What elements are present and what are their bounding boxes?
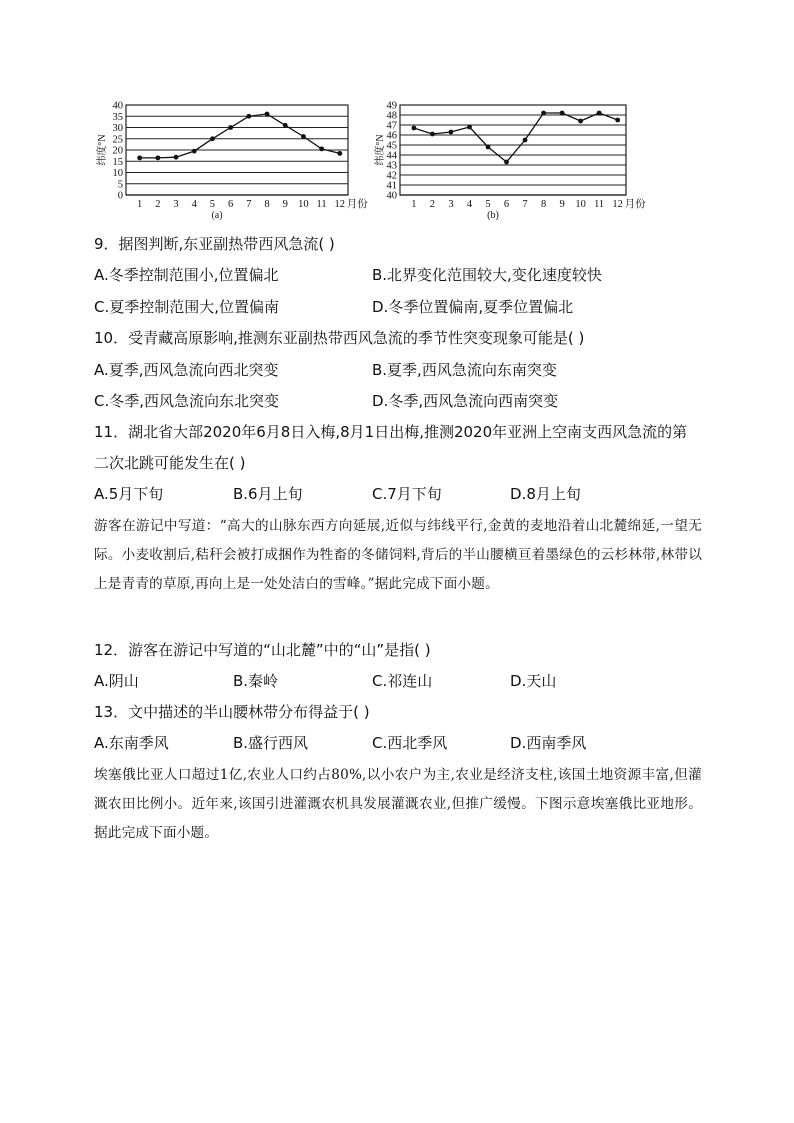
chart-b-xtick-label: 3	[448, 199, 454, 210]
chart-a-data-point	[337, 151, 342, 156]
chart-a-ytick-label: 30	[112, 123, 123, 134]
chart-a-data-point	[228, 125, 233, 130]
chart-a-xtick-label: 2	[155, 199, 161, 210]
chart-a-svg	[97, 96, 368, 224]
chart-b-ytick-label: 42	[386, 170, 397, 182]
chart-a-xunit-label: 月份	[346, 199, 368, 210]
chart-b-data-point	[449, 130, 454, 135]
chart-b-ytick-label: 41	[386, 180, 397, 192]
chart-b-ytick-label: 48	[386, 110, 397, 122]
chart-b-xtick-label: 10	[575, 199, 586, 210]
chart-b-xtick-label: 5	[485, 199, 491, 210]
chart-a-data-point	[174, 155, 179, 160]
q13-option-a: A.东南季风	[94, 734, 169, 752]
chart-a-data-point	[210, 136, 215, 141]
chart-a-ytick-label: 5	[117, 179, 123, 191]
chart-b-xtick-label: 2	[429, 199, 436, 210]
q12-option-c: C.祁连山	[372, 672, 433, 690]
chart-a-ytick-label: 25	[112, 134, 123, 146]
q11-option-d: D.8月上旬	[510, 485, 581, 503]
chart-b-data-point	[578, 119, 583, 124]
q11-stem-line2: 二次北跳可能发生在( )	[94, 454, 246, 472]
q10-option-a: A.夏季,西风急流向西北突变	[94, 361, 279, 379]
chart-b-data-point	[615, 118, 620, 123]
chart-a-xtick-label: 1	[137, 199, 143, 210]
chart-b-data-point	[504, 160, 509, 165]
chart-b-data-point	[597, 111, 602, 116]
chart-a-ylabel: 纬度°N	[97, 134, 108, 166]
chart-b-data-point	[560, 111, 565, 116]
chart-a-data-point	[283, 123, 288, 128]
chart-b-ytick-label: 43	[386, 160, 397, 172]
q11-option-a: A.5月下旬	[94, 485, 164, 503]
chart-b-xtick-label: 9	[559, 199, 565, 210]
chart-a-xtick-label: 8	[264, 199, 270, 210]
chart-b-ytick-label: 45	[386, 140, 397, 152]
chart-a-xtick-label: 5	[209, 199, 216, 210]
chart-a-data-point	[137, 155, 142, 160]
chart-a-ytick-label: 0	[117, 190, 123, 202]
chart-a-xtick-label: 9	[282, 199, 288, 210]
q13-option-d: D.西南季风	[510, 734, 587, 752]
chart-a-data-point	[319, 146, 324, 151]
chart-b-xtick-label: 1	[411, 199, 417, 210]
q9-option-c: C.夏季控制范围大,位置偏南	[94, 298, 280, 316]
passage-travel-notes: 游客在游记中写道：“高大的山脉东西方向延展,近似与纬线平行,金黄的麦地沿着山北麓绵延,一望无际。小麦收割后,秸秆会被打成捆作为牲畜的冬储饲料,背后的半山腰横亘着墨绿色的云杉林带,林带以上是青青的草原,再向上是一处处洁白的雪峰。”据此完成下面小题。	[94, 518, 702, 592]
chart-b-data-point	[430, 132, 435, 137]
chart-a-xtick-label: 6	[228, 199, 234, 210]
chart-a-data-point	[246, 114, 251, 119]
chart-b-ytick-label: 49	[386, 100, 397, 112]
chart-a-xtick-label: 4	[191, 199, 197, 210]
chart-a-series-line	[140, 114, 340, 158]
latitude-chart-b	[376, 96, 652, 228]
chart-b-ytick-label: 46	[386, 130, 397, 142]
q9-option-a: A.冬季控制范围小,位置偏北	[94, 266, 279, 284]
chart-b-data-point	[486, 145, 491, 150]
chart-b-xtick-label: 6	[503, 199, 510, 210]
chart-b-xtick-label: 11	[594, 199, 605, 210]
chart-a-data-point	[301, 134, 306, 139]
chart-b-data-point	[411, 126, 416, 131]
chart-b-frame	[400, 105, 626, 195]
passage-ethiopia: 埃塞俄比亚人口超过1亿,农业人口约占80%,以小农户为主,农业是经济支柱,该国土地资源丰富,但灌溉农田比例小。近年来,该国引进灌溉农机具发展灌溉农业,但推广缓慢。下图示意埃塞俄比亚地形。据此完成下面小题。	[94, 767, 702, 841]
chart-a-xtick-label: 10	[298, 199, 309, 210]
q12-option-b: B.秦岭	[233, 672, 279, 690]
q12-option-d: D.天山	[510, 672, 557, 690]
q11-option-b: B.6月上旬	[233, 485, 303, 503]
chart-a-panel-label: (a)	[211, 210, 223, 221]
chart-b-ytick-label: 47	[386, 120, 397, 132]
chart-a-ytick-label: 10	[112, 168, 123, 179]
chart-a-data-point	[155, 155, 160, 160]
chart-b-ytick-label: 40	[386, 190, 397, 202]
q13-option-c: C.西北季风	[372, 734, 448, 752]
q12-option-a: A.阴山	[94, 672, 139, 690]
q9-stem: 9．据图判断,东亚副热带西风急流( )	[94, 235, 335, 253]
chart-a-ytick-label: 40	[112, 100, 123, 112]
q11-stem-line1: 11．湖北省大部2020年6月8日入梅,8月1日出梅,推测2020年亚洲上空南支西风急流的第	[94, 423, 688, 441]
q10-option-c: C.冬季,西风急流向东北突变	[94, 392, 280, 410]
q9-option-d: D.冬季位置偏南,夏季位置偏北	[372, 298, 574, 316]
chart-b-xtick-label: 7	[522, 199, 528, 210]
chart-b-data-point	[541, 111, 546, 116]
chart-b-data-point	[523, 138, 528, 143]
q11-option-c: C.7月下旬	[372, 485, 442, 503]
chart-b-xunit-label: 月份	[624, 199, 646, 210]
chart-a-ytick-label: 35	[112, 111, 123, 123]
chart-a-ytick-label: 15	[112, 156, 123, 168]
chart-a-data-point	[265, 112, 270, 117]
chart-a-ytick-label: 20	[112, 145, 123, 157]
q13-option-b: B.盛行西风	[233, 734, 309, 752]
chart-a-xtick-label: 7	[246, 199, 252, 210]
chart-a-xtick-label: 12	[334, 199, 346, 210]
chart-a-data-point	[192, 149, 197, 154]
chart-a-xtick-label: 3	[173, 199, 179, 210]
q10-option-d: D.冬季,西风急流向西南突变	[372, 392, 559, 410]
chart-b-data-point	[467, 125, 472, 130]
q13-stem: 13．文中描述的半山腰林带分布得益于( )	[94, 703, 370, 721]
chart-b-xtick-label: 12	[612, 199, 623, 210]
chart-b-ylabel: 纬度°N	[375, 134, 386, 166]
q9-option-b: B.北界变化范围较大,变化速度较快	[372, 266, 602, 284]
q10-option-b: B.夏季,西风急流向东南突变	[372, 361, 557, 379]
chart-b-panel-label: (b)	[487, 210, 499, 221]
q12-stem: 12．游客在游记中写道的“山北麓”中的“山”是指( )	[94, 641, 431, 659]
chart-b-svg	[376, 96, 652, 224]
chart-b-xtick-label: 8	[540, 199, 547, 210]
latitude-chart-a	[97, 96, 368, 228]
chart-a-xtick-label: 11	[316, 199, 327, 210]
q10-stem: 10．受青藏高原影响,推测东亚副热带西风急流的季节性突变现象可能是( )	[94, 329, 585, 347]
chart-b-xtick-label: 4	[466, 199, 473, 210]
chart-b-ytick-label: 44	[386, 150, 397, 162]
